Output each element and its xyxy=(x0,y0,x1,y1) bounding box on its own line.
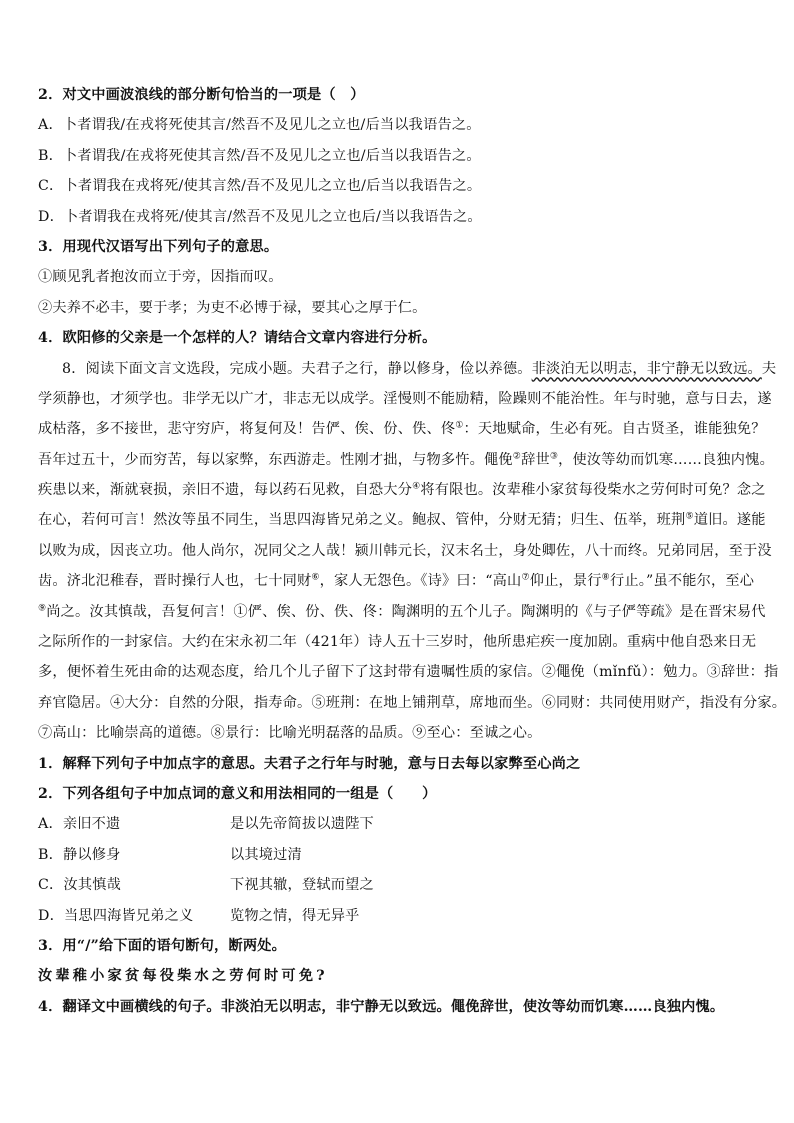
passage-line: 学须静也，才须学也。非学无以广才，非志无以成学。淫慢则不能励精，险躁则不能治性。年与时驰，意与日去，遂 xyxy=(38,390,772,407)
passage-text: 将有限也。汝辈稚小家贫每役柴水之劳何时可免？念之 xyxy=(420,482,766,499)
option-left: D．当思四海皆兄弟之义 xyxy=(38,907,194,924)
option-d: D．卜者谓我在戎将死/使其言/然吾不及见儿之立也后/当以我语告之。 xyxy=(38,208,482,225)
footnote-marker: ⑨ xyxy=(38,602,47,613)
option-c xyxy=(38,870,760,900)
option-left: C．汝其慎哉 xyxy=(38,877,121,894)
passage-text: 道旧。遂能 xyxy=(693,512,766,529)
passage-line xyxy=(38,354,777,384)
passage-text: ，家人无怨色。《诗》曰：“高山 xyxy=(319,573,522,590)
passage-text: 辞世 xyxy=(521,451,550,468)
footnote-marker: ⑤ xyxy=(685,511,694,522)
footnote-marker: ⑧ xyxy=(601,572,610,583)
footnote-marker: ⑦ xyxy=(521,572,530,583)
question-2-stem: 2．对文中画波浪线的部分断句恰当的一项是（ ） xyxy=(38,87,365,103)
footnote-marker: ④ xyxy=(412,481,421,492)
passage-text: ：天地赋命，生必有死。自古贤圣，谁能独免？ xyxy=(463,421,766,438)
option-left: A．亲旧不遗 xyxy=(38,816,121,833)
passage-text: 齿。济北氾稚春，晋时操行人也，七十同财 xyxy=(38,573,312,590)
question-3-item-2: ②夫养不必丰，要于孝；为吏不必博于禄，要其心之厚于仁。 xyxy=(38,299,427,316)
passage-line xyxy=(38,414,766,444)
option-b xyxy=(38,840,760,870)
question-3-stem: 3．用现代汉语写出下列句子的意思。 xyxy=(38,238,279,255)
option-a xyxy=(38,809,760,839)
passage-line xyxy=(38,445,774,475)
passage-line: 以败为成，因丧立功。他人尚尔，况同父之人哉！颍川韩元长，汉末名士，身处卿佐，八十而终。兄弟同居，至于没 xyxy=(38,542,772,559)
question-3-stem: 3．用“/”给下面的语句断句，断两处。 xyxy=(38,937,286,954)
passage-line: 多，便怀着生死由命的达观态度，给几个儿子留下了这封带有遗嘱性质的家信。②僶俛（mǐnfǔ）：勉力。③辞世：指 xyxy=(38,664,779,681)
passage-line: ⑦高山：比喻崇高的道德。⑧景行：比喻光明磊落的品质。⑨至心：至诚之心。 xyxy=(38,725,542,742)
question-1-stem: 1．解释下列句子中加点字的意思。夫君子之行年与时驰，意与日去每以家弊至心尚之 xyxy=(38,755,581,772)
question-4-stem: 4．欧阳修的父亲是一个怎样的人？请结合文章内容进行分析。 xyxy=(38,330,437,347)
passage-text: 吾年过五十，少而穷苦，每以家弊，东西游走。性刚才拙，与物多忤。 xyxy=(38,451,485,468)
passage-line: 弃官隐居。④大分：自然的分限，指寿命。⑤班荆：在地上铺荆草，席地而坐。⑥同财：共同使用财产，指没有分家。 xyxy=(38,694,787,711)
question-2-stem: 2．下列各组句子中加点词的意义和用法相同的一组是（ ） xyxy=(38,785,437,802)
passage-line xyxy=(38,475,766,505)
option-right: 是以先帝简拔以遗陛下 xyxy=(230,816,374,833)
passage-text: 成枯落，多不接世，悲守穷庐，将复何及！告俨、俟、份、佚、佟 xyxy=(38,421,456,438)
underlined-sentence: 非淡泊无以明志，非宁静无以致远。 xyxy=(531,360,762,377)
question-3-sentence: 汝辈稚小家贫每役柴水之劳何时可免? xyxy=(38,968,328,985)
passage-text: 仰止，景行 xyxy=(529,573,602,590)
footnote-marker: ② xyxy=(512,450,522,461)
passage-text: 行止。”虽不能尔，至心 xyxy=(609,573,755,590)
passage-text: 疾患以来，渐就衰损，亲旧不遗，每以药石见救，自恐大分 xyxy=(38,482,413,499)
footnote-marker: ③ xyxy=(549,450,559,461)
option-b: B．卜者谓我/在戎将死使其言然/吾不及见儿之立也/后当以我语告之。 xyxy=(38,147,481,164)
passage-text: 尚之。汝其慎哉，吾复何言！①俨、俟、份、佚、佟：陶渊明的五个儿子。陶渊明的《与子俨等疏》是在晋宋易代 xyxy=(46,603,766,620)
footnote-marker: ⑥ xyxy=(311,572,320,583)
passage-text: 8．阅读下面文言文选段，完成小题。夫君子之行，静以修身，俭以养德。 xyxy=(62,360,532,377)
option-d xyxy=(38,901,760,931)
passage-line xyxy=(38,505,766,535)
document-page xyxy=(38,80,787,1022)
question-4-stem: 4．翻译文中画横线的句子。非淡泊无以明志，非宁静无以致远。僶俛辞世，使汝等幼而饥寒……良独内愧。 xyxy=(38,998,725,1015)
footnote-marker: ① xyxy=(455,420,464,431)
option-right: 以其境过清 xyxy=(230,846,302,863)
passage-text: 夫 xyxy=(761,360,777,377)
option-left: B．静以修身 xyxy=(38,846,121,863)
passage-text: 在心，若何可言！然汝等虽不同生，当思四海皆兄弟之义。鲍叔、管仲，分财无猜；归生、伍举，班荆 xyxy=(38,512,686,529)
option-right: 览物之情，得无异乎 xyxy=(230,907,360,924)
question-3-item-1: ①顾见乳者抱汝而立于旁，因指而叹。 xyxy=(38,269,283,286)
option-right: 下视其辙，登轼而望之 xyxy=(230,877,374,894)
option-c: C．卜者谓我在戎将死/使其言然/吾不及见儿之立也/后当以我语告之。 xyxy=(38,178,482,195)
option-a: A．卜者谓我/在戎将死使其言/然吾不及见儿之立也/后当以我语告之。 xyxy=(38,117,481,134)
passage-text: ，使汝等幼而饥寒……良独内愧。 xyxy=(558,451,774,468)
passage-line xyxy=(38,566,760,596)
passage-text: 僶俛 xyxy=(484,451,513,468)
passage-line xyxy=(38,597,766,627)
passage-line: 之际所作的一封家信。大约在宋永初二年（421年）诗人五十三岁时，他所患疟疾一度加剧。重病中他自恐来日无 xyxy=(38,634,757,651)
